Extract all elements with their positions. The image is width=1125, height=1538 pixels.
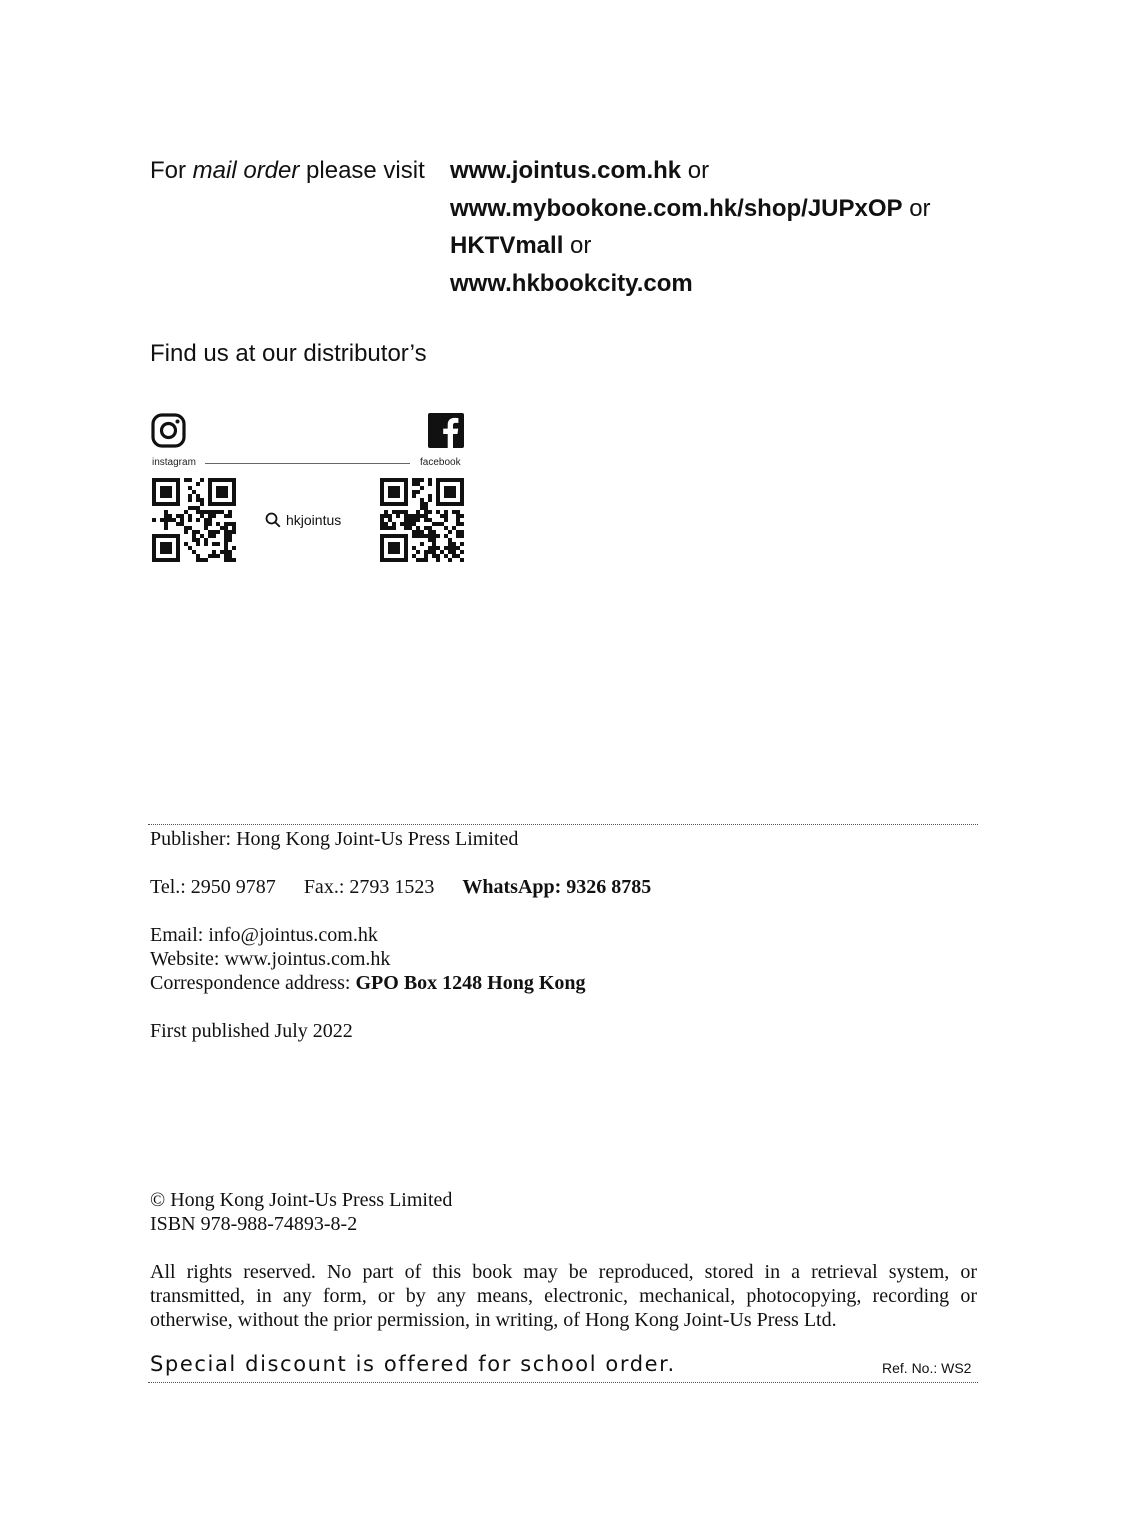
instagram-icon[interactable] (151, 413, 186, 448)
reference-number: Ref. No.: WS2 (882, 1360, 972, 1376)
address-value: GPO Box 1248 Hong Kong (355, 972, 586, 994)
instagram-qr-code[interactable] (152, 478, 236, 562)
address-line: Correspondence address: GPO Box 1248 Hong Kong (150, 972, 586, 994)
rights-paragraph: All rights reserved. No part of this book may be reproduced, stored in a retrieval system, or transmitted, in any form, or by any means, electronic, mechanical, photocopying, recording or otherwise, without the prior permission, in writing, of Hong Kong Joint-Us Press Ltd. (150, 1261, 977, 1331)
divider-bottom (148, 1382, 978, 1383)
facebook-qr-code[interactable] (380, 478, 464, 562)
website-line: Website: www.jointus.com.hk (150, 948, 391, 970)
facebook-label: facebook (420, 457, 461, 468)
publisher-line: Publisher: Hong Kong Joint-Us Press Limited (150, 828, 519, 850)
distributor-heading: Find us at our distributor’s (150, 340, 427, 367)
mail-order-intro: For mail order please visit (150, 157, 425, 184)
search-handle (265, 512, 341, 528)
contact-numbers (150, 875, 651, 899)
link-mybookone[interactable]: www.mybookone.com.hk/shop/JUPxOP (450, 194, 903, 222)
link-jointus[interactable]: www.jointus.com.hk (450, 157, 682, 184)
facebook-icon[interactable] (428, 413, 464, 448)
special-discount-note: Special discount is offered for school order. (150, 1352, 676, 1376)
social-divider (205, 463, 410, 464)
fax-number: Fax.: 2793 1523 (303, 876, 435, 898)
mail-link-row: www.mybookone.com.hk/shop/JUPxOP or (450, 194, 931, 222)
link-hkbookcity[interactable]: www.hkbookcity.com (450, 269, 693, 297)
search-handle-text: hkjointus (286, 512, 342, 528)
mail-link-row: HKTVmall or (450, 232, 592, 259)
divider-top (148, 824, 978, 825)
link-hktvmall[interactable]: HKTVmall (450, 232, 564, 259)
tel-number: Tel.: 2950 9787 (150, 876, 276, 898)
copyright-line: © Hong Kong Joint-Us Press Limited (150, 1189, 453, 1211)
first-published: First published July 2022 (150, 1020, 353, 1042)
instagram-label: instagram (152, 457, 196, 468)
search-icon (265, 512, 281, 528)
email-line: Email: info@jointus.com.hk (150, 924, 378, 946)
mail-link-row (450, 265, 931, 303)
mail-order-links (450, 152, 931, 302)
isbn-line: ISBN 978-988-74893-8-2 (150, 1213, 358, 1235)
social-block (150, 410, 470, 565)
mail-link-row: www.jointus.com.hk or (450, 157, 710, 184)
whatsapp-number: WhatsApp: 9326 8785 (462, 876, 652, 898)
mail-order-emphasis: mail order (192, 157, 300, 184)
